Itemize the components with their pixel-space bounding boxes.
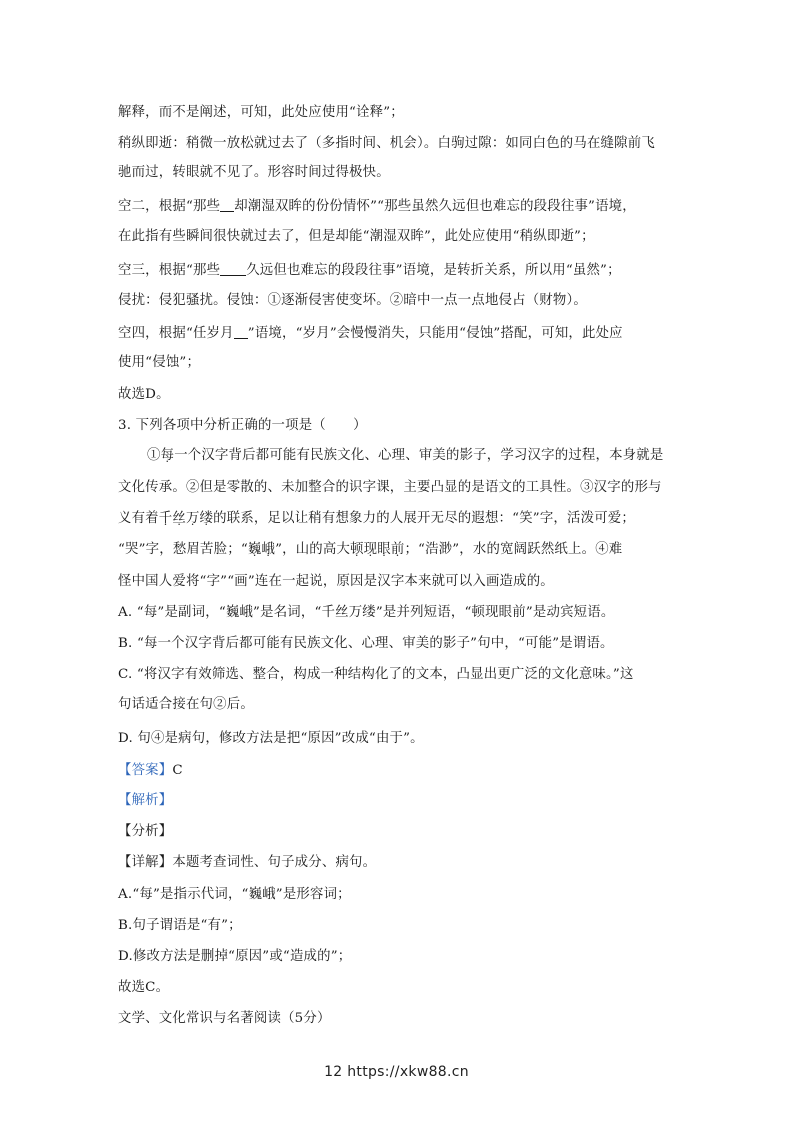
text-line: 使用“侵蚀”； bbox=[118, 355, 201, 370]
page-footer: 12 https://xkw88.cn bbox=[324, 1064, 469, 1080]
text-span: 却潮湿双眸的份份情怀”“那些虽然久远但也难忘的段段往事”语境， bbox=[234, 199, 636, 214]
fill-blank bbox=[220, 197, 234, 212]
text-line bbox=[118, 261, 621, 281]
answer-value: C bbox=[172, 763, 183, 778]
option-c: C. “将汉字有效筛选、整合，构成一种结构化了的文本，凸显出更广泛的文化意味。”这 bbox=[118, 667, 634, 682]
emphasis-text: 巍峨 bbox=[247, 542, 276, 557]
emphasis-text: 每 bbox=[160, 448, 175, 463]
text-span: 义有着 bbox=[118, 511, 159, 526]
text-line: 故选D。 bbox=[118, 387, 170, 402]
text-line: 驰而过，转眼就不见了。形容时间过得极快。 bbox=[118, 165, 390, 180]
explanation-line: A.“每”是指示代词，“巍峨”是形容词； bbox=[118, 887, 351, 902]
fill-blank bbox=[220, 261, 246, 276]
question-stem: 3. 下列各项中分析正确的一项是（ ） bbox=[118, 418, 367, 433]
answer-line bbox=[118, 761, 183, 781]
passage-line bbox=[147, 446, 663, 466]
analysis-label: 【解析】 bbox=[118, 793, 173, 808]
answer-label: 【答案】 bbox=[118, 763, 173, 778]
fill-blank bbox=[234, 324, 248, 339]
analysis-heading: 【分析】 bbox=[118, 824, 173, 839]
passage-line: 文化传承。②但是零散的、未加整合的识字课，主要凸显的是语文的工具性。③汉字的形与 bbox=[118, 480, 662, 495]
text-line bbox=[118, 324, 623, 344]
section-heading: 文学、文化常识与名著阅读（5分） bbox=[118, 1011, 331, 1026]
text-line: 侵扰：侵犯骚扰。侵蚀：①逐渐侵害使变坏。②暗中一点一点地侵占（财物）。 bbox=[118, 293, 587, 308]
explanation-line: D.修改方法是删掉“原因”或“造成的”； bbox=[118, 949, 352, 964]
passage-line: 怪中国人爱将“字”“画”连在一起说，原因是汉字本来就可以入画造成的。 bbox=[118, 574, 554, 589]
text-line: 在此指有些瞬间很快就过去了，但是却能“潮湿双眸”，此处应使用“稍纵即逝”； bbox=[118, 229, 595, 244]
text-span: ；“浩渺”，水的宽阔跃然纸上。④难 bbox=[404, 542, 623, 557]
option-a: A. “每”是副词，“巍峨”是名词，“千丝万缕”是并列短语，“顿现眼前”是动宾短语。 bbox=[118, 605, 615, 620]
text-span: 久远但也难忘的段段往事”语境，是转折关系，所以用“虽然”； bbox=[246, 263, 621, 278]
text-line bbox=[118, 197, 636, 217]
explanation-line: B.句子谓语是“有”； bbox=[118, 918, 242, 933]
text-line: 稍纵即逝：稍微一放松就过去了（多指时间、机会）。白驹过隙：如同白色的马在缝隙前飞 bbox=[118, 136, 655, 151]
explanation-line: 故选C。 bbox=[118, 980, 170, 995]
explanation-line: 【详解】本题考查词性、句子成分、病句。 bbox=[118, 855, 377, 870]
emphasis-text: 千丝万缕 bbox=[158, 511, 214, 526]
text-span: 空四，根据“任岁月 bbox=[118, 326, 234, 341]
text-span: ”语境，“岁月”会慢慢消失，只能用“侵蚀”搭配，可知，此处应 bbox=[247, 326, 623, 341]
text-span: 的联系，足以让稍有想象力的人展开无尽的遐想：“笑”字，活泼可爱； bbox=[213, 511, 635, 526]
emphasis-text: 顿现眼前 bbox=[350, 542, 405, 557]
text-span: ① bbox=[147, 448, 161, 463]
option-d: D. 句④是病句，修改方法是把“原因”改成“由于”。 bbox=[118, 731, 424, 746]
option-b: B. “每一个汉字背后都可能有民族文化、心理、审美的影子”句中，“可能”是谓语。 bbox=[118, 636, 614, 651]
text-span: ”，山的高大 bbox=[275, 542, 351, 557]
text-span: 空三，根据“那些 bbox=[118, 263, 221, 278]
text-line: 解释，而不是阐述，可知，此处应使用“诠释”； bbox=[118, 105, 404, 120]
text-span: “哭”字，愁眉苦脸；“ bbox=[118, 542, 248, 557]
text-span: 一个汉字背后都可能有民族文化、心理、审美的影子，学习汉字的过程，本身就是 bbox=[174, 448, 664, 463]
option-c: 句话适合接在句②后。 bbox=[118, 697, 254, 712]
passage-line bbox=[118, 540, 622, 560]
text-span: 空二，根据“那些 bbox=[118, 199, 221, 214]
passage-line bbox=[118, 509, 635, 529]
